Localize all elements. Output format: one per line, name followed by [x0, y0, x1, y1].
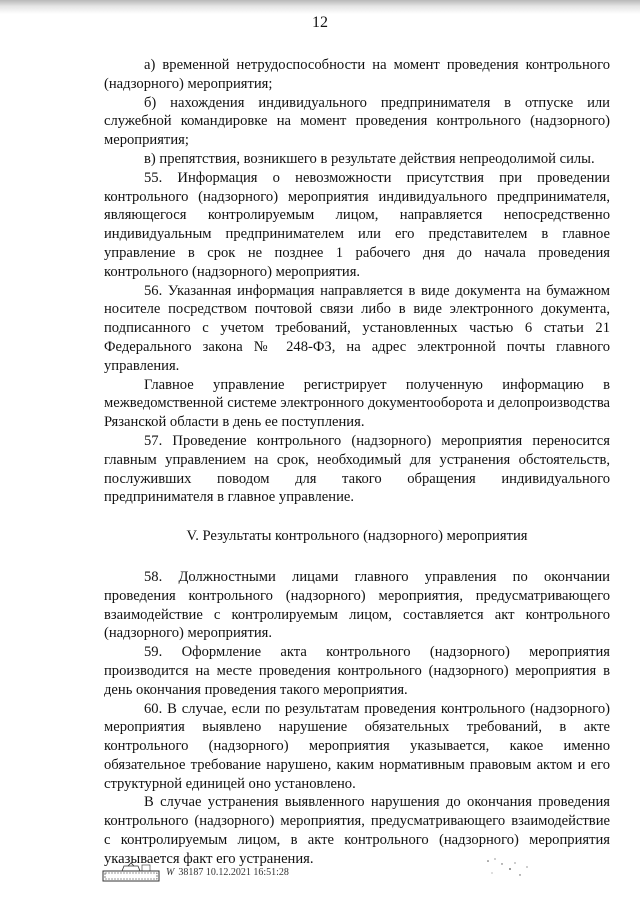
paragraph-58: 58. Должностными лицами главного управления по окончании проведения контрольного (надзорного) мероприятия, предусматривающего взаимодействие с контролируемым лицом, составляется акт контрольного (надзорного) мероприятия. [104, 568, 610, 642]
registration-stamp-text: 38187 10.12.2021 16:51:28 [178, 866, 289, 878]
paragraph-55: 55. Информация о невозможности присутствия при проведении контрольного (надзорного) мероприятия индивидуального предпринимателя, являющегося контролируемым лицом, направляется непосредственно индивидуальным предпринимателем или его представителем в главное управление в срок не позднее 1 рабочего дня до начала проведения контрольного (надзорного) мероприятия. [104, 169, 610, 280]
paragraph-60-remedy: В случае устранения выявленного нарушения до окончания проведения контрольного (надзорного) мероприятия, предусматривающего взаимодействие с контролируемым лицом, в акте контрольного (надзорного) мероприятия указывается факт его устранения. [104, 794, 610, 867]
registry-stamp-icon [102, 862, 160, 882]
footer-registration [102, 862, 289, 882]
paragraph-56: 56. Указанная информация направляется в виде документа на бумажном носителе посредством почтовой связи либо в виде электронного документа, подписанного с учетом требований, установленных частью 6 статьи 21 Федерального закона № 248-ФЗ, на адрес электронной почты главного управления. [104, 282, 610, 374]
page-number: 12 [312, 14, 328, 31]
paragraph-57: 57. Проведение контрольного (надзорного) мероприятия переносится главным управлением на срок, необходимый для устранения обстоятельств, послуживших поводом для такого обращения индивидуального предпринимателя в главное управление. [104, 432, 610, 506]
scan-edge-shadow [0, 0, 640, 14]
paragraph-b: б) нахождения индивидуального предпринимателя в отпуске или служебной командировке на момент проведения контрольного (надзорного) мероприятия; [104, 94, 610, 149]
section-heading: V. Результаты контрольного (надзорного) мероприятия [186, 528, 528, 545]
paragraph-v: в) препятствия, возникшего в результате действия непреодолимой силы. [144, 150, 595, 167]
paragraph-a: а) временной нетрудоспособности на момент проведения контрольного (надзорного) мероприятия; [104, 57, 610, 92]
paragraph-59: 59. Оформление акта контрольного (надзорного) мероприятия производится на месте проведения контрольного (надзорного) мероприятия в день окончания проведения такого мероприятия. [104, 644, 610, 698]
scan-specks [480, 855, 540, 885]
document-body [104, 56, 610, 869]
paragraph-56-registration: Главное управление регистрирует полученную информацию в межведомственной системе электронного документооборота и делопроизводства Рязанской области в день ее поступления. [104, 376, 610, 431]
document-mark: W [166, 866, 175, 878]
paragraph-60: 60. В случае, если по результатам проведения контрольного (надзорного) мероприятия выявлено нарушение обязательных требований, в акте контрольного (надзорного) мероприятия указывается, какое именно обязательное требование нарушено, каким нормативным правовым актом и его структурной единицей оно установлено. [104, 700, 610, 792]
